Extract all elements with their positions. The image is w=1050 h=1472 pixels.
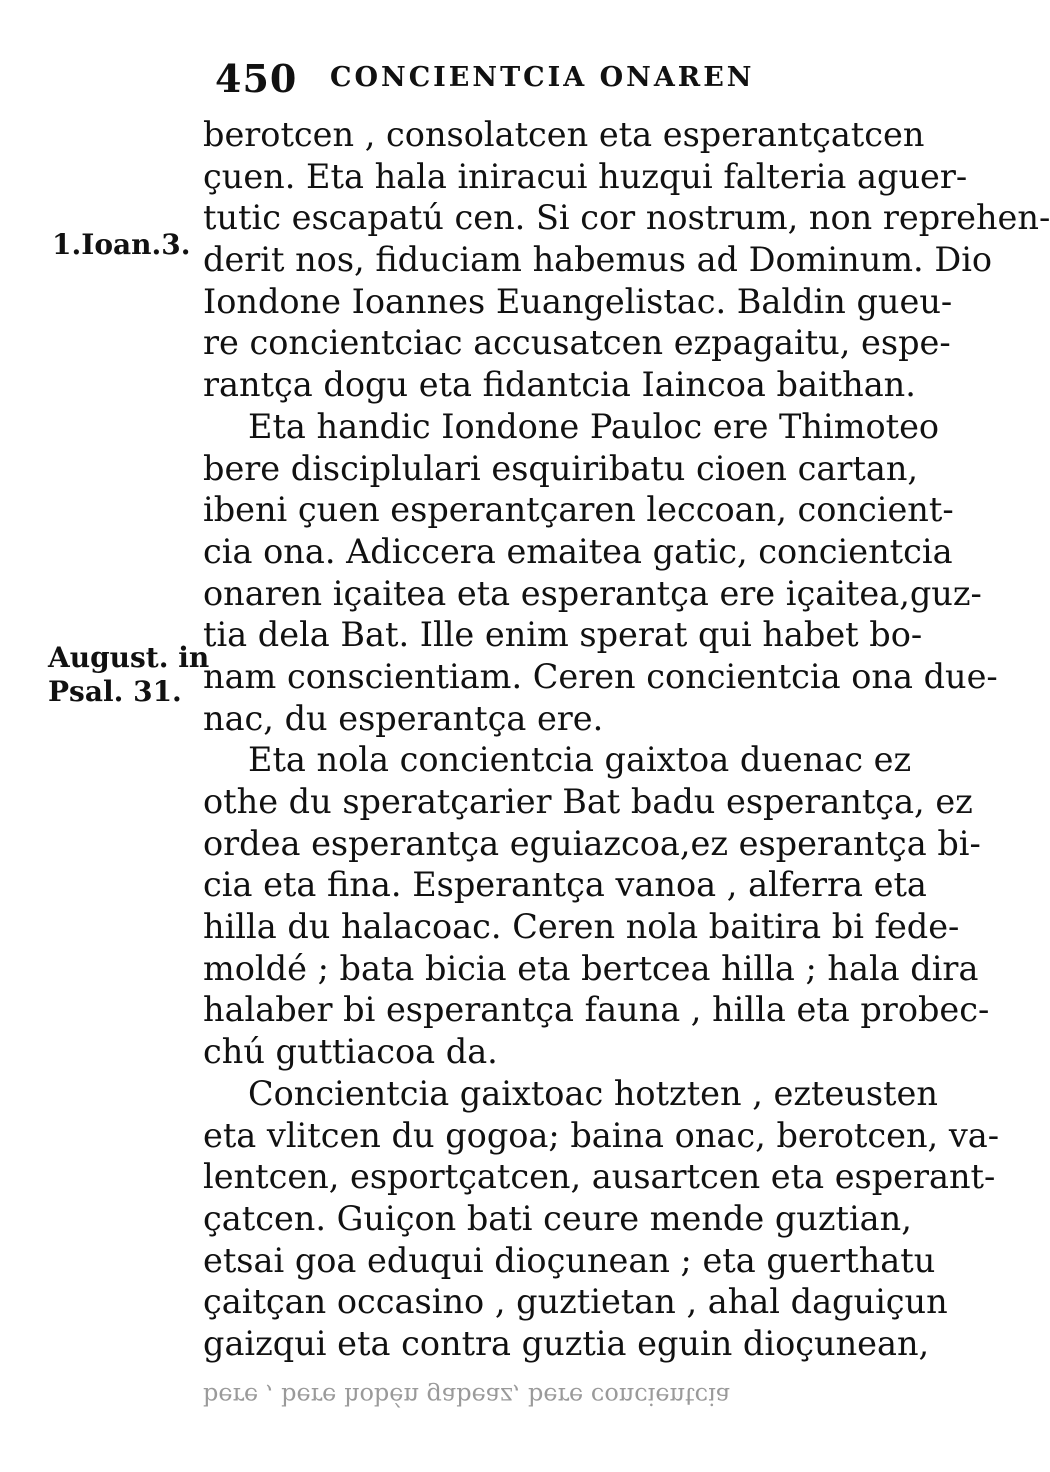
text-line: çuen. Eta hala iniracui huzqui falteria aguer-: [203, 156, 968, 196]
text-line: rantça dogu eta fidantcia Iaincoa baithan.: [203, 365, 916, 405]
text-line: eta vlitcen du gogoa; baina onac, berotcen, va-: [203, 1115, 1000, 1155]
text-line: derit nos, fiduciam habemus ad Dominum. Dio: [203, 240, 993, 280]
text-line: tutic escapatú cen. Si cor nostrum, non reprehen-: [203, 198, 1050, 238]
text-line: gaizqui eta contra guztia eguin dioçunean,: [203, 1323, 930, 1363]
text-line: nac, du esperantça ere.: [203, 698, 604, 738]
text-line: onaren içaitea eta esperantça ere içaitea,guz-: [203, 573, 982, 613]
text-line: nam conscientiam. Ceren concientcia ona due-: [203, 656, 998, 696]
text-line: cia eta fina. Esperantça vanoa , alferra eta: [203, 865, 927, 905]
margin-note-john: 1.Ioan.3.: [52, 228, 191, 261]
text-line: ibeni çuen esperantçaren leccoan, concient-: [203, 490, 954, 530]
text-line: Eta nola concientcia gaixtoa duenac ez: [248, 740, 912, 780]
bleed-through-text: bere , bere hobén gabeaz, bere concientcia: [203, 1382, 731, 1410]
text-line: cia ona. Adiccera emaitea gatic, concientcia: [203, 531, 953, 571]
text-line: tia dela Bat. Ille enim sperat qui habet bo-: [203, 615, 923, 655]
text-line: hilla du halacoac. Ceren nola baitira bi fede-: [203, 907, 960, 947]
text-line: çaitçan occasino , guztietan , ahal daguiçun: [203, 1282, 948, 1322]
text-line: re concientciac accusatcen ezpagaitu, espe-: [203, 323, 951, 363]
text-line: berotcen , consolatcen eta esperantçatcen: [203, 115, 925, 154]
text-line: chú guttiacoa da.: [203, 1032, 498, 1072]
page-header: [215, 56, 915, 100]
text-line: çatcen. Guiçon bati ceure mende guztian,: [203, 1198, 912, 1238]
text-line: bere disciplulari esquiribatu cioen cartan,: [203, 448, 919, 488]
text-line: Iondone Ioannes Euangelistac. Baldin gueu-: [203, 281, 953, 321]
page-number: 450: [215, 56, 298, 101]
text-line: moldé ; bata bicia eta bertcea hilla ; hala dira: [203, 948, 979, 988]
running-title: CONCIENTCIA ONAREN: [330, 62, 755, 93]
text-line: Concientcia gaixtoac hotzten , ezteusten: [248, 1073, 938, 1113]
margin-note-augustine: August. in: [48, 641, 210, 674]
text-line: lentcen, esportçatcen, ausartcen eta esperant-: [203, 1157, 996, 1197]
text-line: ordea esperantça eguiazcoa,ez esperantça bi-: [203, 823, 981, 863]
text-line: othe du speratçarier Bat badu esperantça, ez: [203, 782, 973, 821]
text-line: halaber bi esperantça fauna , hilla eta probec-: [203, 990, 990, 1030]
text-line: Eta handic Iondone Pauloc ere Thimoteo: [248, 406, 940, 446]
text-line: etsai goa eduqui dioçunean ; eta guerthatu: [203, 1240, 936, 1280]
body-text: [203, 114, 1050, 1365]
margin-note-psalm: Psal. 31.: [48, 675, 182, 708]
